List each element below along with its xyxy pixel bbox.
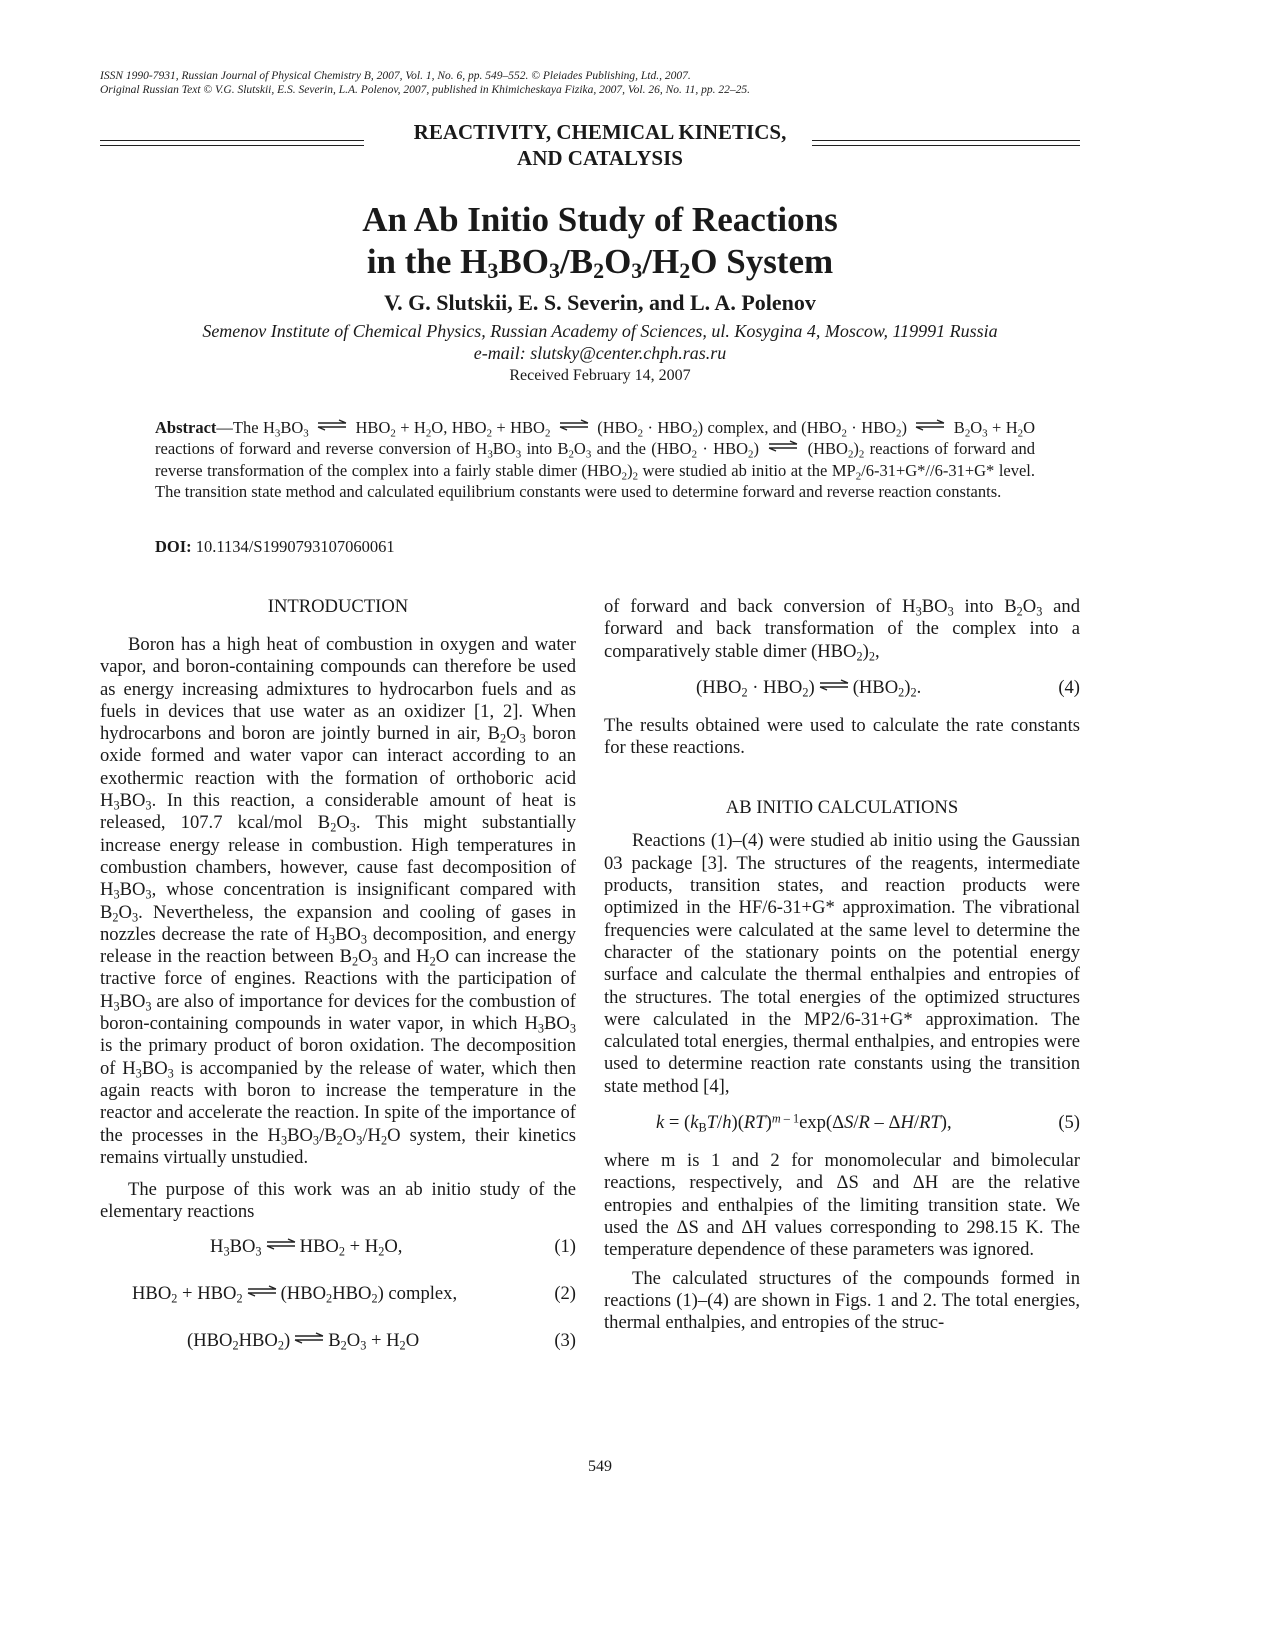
intro-paragraph-2: The purpose of this work was an ab initio study of the elementary reactions (100, 1179, 576, 1223)
equilibrium-arrow-icon (768, 440, 798, 452)
introduction-heading: INTRODUCTION (267, 596, 409, 617)
abstract (155, 417, 1035, 503)
original-text-line: Original Russian Text © V.G. Slutskii, E.S. Severin, L.A. Polenov, 2007, published in Khimicheskaya Fizika, 2007, Vol. 26, No. 11, pp. 22–25. (100, 84, 751, 96)
section-heading: REACTIVITY, CHEMICAL KINETICS, AND CATALYSIS (413, 120, 787, 170)
left-column (100, 596, 576, 1354)
equilibrium-arrow-icon (317, 419, 347, 431)
equilibrium-arrow-icon (294, 1332, 324, 1344)
equation-5: $k = (k_BT/h)(RT)^{m - 1}\exp(\Delta S/R - \Delta H/RT)$, (5) (656, 1111, 1080, 1135)
doi (155, 536, 395, 557)
right-paragraph-3: Reactions (1)–(4) were studied ab initio using the Gaussian 03 package [3]. The structures of the reagents, intermediate products, transition states, and reaction products were optimized in the HF/6-31+G* approximation. The vibrational frequencies were calculated at the same level to determine the character of the stationary points on the potential energy surface and calculate the thermal enthalpies and entropies of the structures. The total energies of the optimized structures were calculated in the MP2/6-31+G* approximation. The calculated total energies, thermal enthalpies, and entropies were used to determine reaction rate constants using the transition state method [4], (604, 830, 1080, 1097)
page-number: 549 (588, 1458, 612, 1475)
email[interactable]: e-mail: slutsky@center.chph.ras.ru (473, 343, 727, 363)
right-column (604, 596, 1080, 1334)
issn-line: ISSN 1990-7931, Russian Journal of Physical Chemistry B, 2007, Vol. 1, No. 6, pp. 549–552. © Pleiades Publishing, Ltd., 2007. (100, 70, 691, 82)
ab-initio-heading: AB INITIO CALCULATIONS (725, 797, 959, 819)
equation-4: $(HBO_2 \cdot HBO_2)$ $(HBO_2)_2$. (4) (696, 676, 1080, 700)
right-paragraph-2: The results obtained were used to calculate the rate constants for these reactions. (604, 714, 1080, 759)
article-title (100, 199, 1100, 283)
right-paragraph-4: where m is 1 and 2 for monomolecular and bimolecular reactions, respectively, and ΔS and ΔH are the relative entropies and enthalpies of the limiting transition state. We used the ΔS and ΔH values corresponding to 298.15 K. The temperature dependence of these parameters was ignored. (604, 1150, 1080, 1261)
title-line-2: in the $H_3BO_3/B_2O_3/H_2O$ System (366, 242, 834, 283)
title-line-1: An Ab Initio Study of Reactions (362, 200, 838, 239)
affiliation: Semenov Institute of Chemical Physics, Russian Academy of Sciences, ul. Kosygina 4, Moscow, 119991 Russia (202, 321, 998, 341)
intro-paragraph-1: Boron has a high heat of combustion in oxygen and water vapor, and boron-containing compounds can therefore be used as energy increasing admixtures to hydrocarbon fuels and as fuels in devices that use water as an oxidizer [1, 2]. When hydrocarbons and boron are jointly burned in air, $B_2O_3$ boron oxide formed and water vapor can interact according to an exothermic reaction with the formation of orthoboric acid $H_3BO_3$. In this reaction, a considerable amount of heat is released, 107.7 kcal/mol $B_2O_3$. This might substantially increase energy release in combustion. High temperatures in combustion chambers, however, cause fast decomposition of $H_3BO_3$, whose concentration is insignificant compared with $B_2O_3$. Nevertheless, the expansion and cooling of gases in nozzles decrease the rate of $H_3BO_3$ decomposition, and energy release in the reaction between $B_2O_3$ and $H_2O$ can increase the tractive force of engines. Reactions with the participation of $H_3BO_3$ are also of importance for devices for the combustion of boron-containing compounds in water vapor, in which $H_3BO_3$ is the primary product of boron oxidation. The decomposition of $H_3BO_3$ is accompanied by the release of water, which then again reacts with boron to increase the temperature in the reactor and accelerate the reaction. In spite of the importance of the processes in the $H_3BO_3/B_2O_3/H_2O$ system, their kinetics remains virtually unstudied. (100, 634, 576, 1168)
equilibrium-arrow-icon (915, 419, 945, 431)
rate-constant-formula: $k = (k_BT/h)(RT)^{m - 1}\exp(\Delta S/R - \Delta H/RT)$, (656, 1111, 952, 1135)
right-paragraph-5: The calculated structures of the compounds formed in reactions (1)–(4) are shown in Figs. 1 and 2. The total energies, thermal enthalpies, and entropies of the struc- (604, 1267, 1080, 1334)
authors: V. G. Slutskii, E. S. Severin, and L. A. Polenov (384, 290, 816, 315)
equation-2: $HBO_2 + HBO_2$ $(HBO_2HBO_2)$ complex, (2) (132, 1282, 576, 1306)
equilibrium-arrow-icon (819, 679, 849, 691)
equation-1: $H_3BO_3$ $HBO_2 + H_2O$, (1) (210, 1235, 576, 1259)
affiliation-block (100, 320, 1100, 364)
equilibrium-arrow-icon (559, 419, 589, 431)
received-date: Received February 14, 2007 (509, 367, 691, 384)
right-paragraph-1: of forward and back conversion of $H_3BO_3$ into $B_2O_3$ and forward and back transformation of the complex into a comparatively stable dimer $(HBO_2)_2$, (604, 596, 1081, 664)
abstract-text: —The $H_3BO_3$ $HBO_2 + H_2O$, $HBO_2 + HBO_2$ $(HBO_2 \cdot HBO_2)$ complex, and $(HBO_2 \cdot HBO_2) B_2O_3 + H_2O$ reactions of forward and reverse conversion of $H_3BO_3$ into $B_2O_3$ and the $(HBO_2 \cdot HBO_2)$ $(HBO_2)_2$ reactions of forward and reverse transformation of the complex into a fairly stable dimer $(HBO_2)_2$ were studied ab initio at the $MP_2/6-31+G*//6-31+G*$ level. The transition state method and calculated equilibrium constants were used to determine forward and reverse reaction constants. (155, 418, 1036, 502)
journal-header (100, 69, 1100, 97)
doi-label: DOI: (155, 537, 192, 556)
equilibrium-arrow-icon (266, 1238, 296, 1250)
equation-3: $(HBO_2HBO_2) B_2O_3 + H_2O$ (3) (187, 1329, 576, 1353)
doi-value[interactable]: 10.1134/S1990793107060061 (195, 537, 395, 556)
abstract-label: Abstract (155, 418, 217, 437)
equilibrium-arrow-icon (247, 1285, 277, 1297)
